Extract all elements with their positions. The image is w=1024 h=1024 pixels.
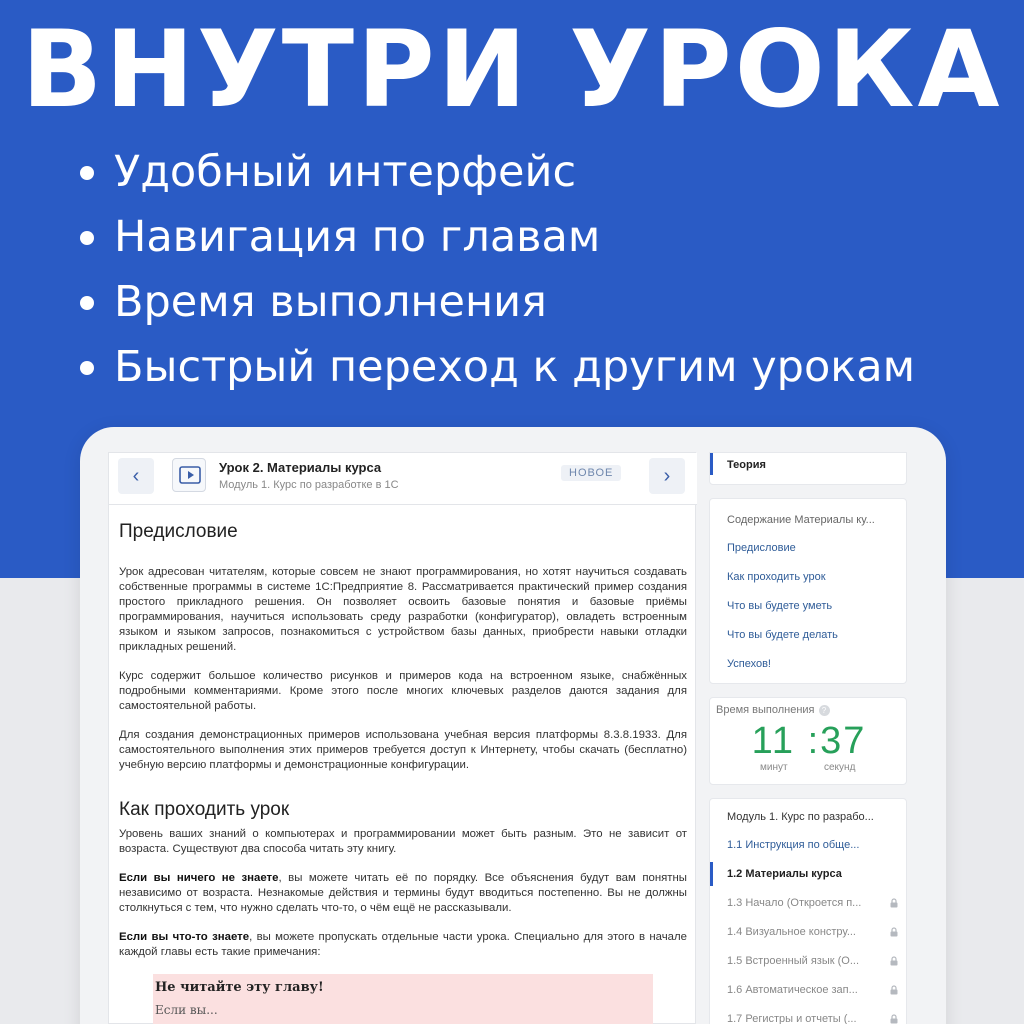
paragraph: Для создания демонстрационных примеров использована учебная версия платформы 8.3.8.1933. Для самостоятельного выполнения этих примеров требуется доступ к Интернету, чтобы скачать (бесплатно) учебную версию платформы и демонстрационные конфигурации.	[119, 729, 687, 771]
module-lesson-item-locked	[727, 897, 899, 909]
current-lesson-indicator	[710, 862, 713, 886]
note-text: Если вы...	[155, 1003, 218, 1017]
bullet-icon	[80, 166, 94, 180]
lesson-item-label: 1.2 Материалы курса	[727, 868, 842, 880]
timer-separator: :	[807, 720, 821, 762]
feature-item	[80, 335, 915, 400]
lock-icon	[889, 927, 899, 937]
module-lessons-list	[709, 798, 907, 1024]
paragraph: Уровень ваших знаний о компьютерах и программировании может быть разным. Это не зависит от возраста. Существуют два способа читать эту книгу.	[119, 828, 687, 855]
feature-label: Быстрый переход к другим урокам	[114, 342, 916, 392]
feature-item	[80, 205, 915, 270]
timer-minutes: 11	[751, 720, 796, 762]
paragraph	[119, 930, 687, 960]
completion-time-card	[709, 697, 907, 785]
section-heading-preface: Предисловие	[119, 521, 238, 542]
note-callout	[153, 974, 653, 1024]
toc-link[interactable]: Что вы будете делать	[727, 629, 838, 641]
paragraph	[119, 871, 687, 916]
module-heading[interactable]: Модуль 1. Курс по разрабо...	[727, 811, 874, 823]
module-lesson-item-locked	[727, 926, 899, 938]
bullet-icon	[80, 296, 94, 310]
module-lesson-item-current[interactable]	[727, 868, 899, 880]
lesson-main-panel	[108, 452, 696, 1024]
feature-label: Удобный интерфейс	[114, 147, 577, 197]
minutes-label: минут	[760, 762, 788, 773]
toc-link[interactable]: Предисловие	[727, 542, 796, 554]
feature-item	[80, 140, 915, 205]
lesson-item-label: 1.7 Регистры и отчеты (...	[727, 1013, 857, 1024]
paragraph-text: , вы можете читать её по порядку. Все объяснения будут вам понятны независимо от возраста. Незнакомые действия и термины будут вводиться постепенно. Вы не должны столкнуться с тем, что нужно сделать что-то, о чём ещё не рассказывали.	[119, 872, 687, 914]
lock-icon	[889, 985, 899, 995]
bold-lead: Если вы ничего не знаете	[119, 872, 279, 884]
lesson-item-label: 1.6 Автоматическое зап...	[727, 984, 858, 996]
bold-lead: Если вы что-то знаете	[119, 931, 250, 943]
section-heading-how-to: Как проходить урок	[119, 799, 290, 820]
next-lesson-button[interactable]: ›	[649, 458, 685, 494]
paragraph-text: , вы можете пропускать отдельные части урока. Специально для этого в начале каждой главы есть такие примечания:	[119, 931, 687, 958]
table-of-contents	[709, 498, 907, 684]
toc-link[interactable]: Как проходить урок	[727, 571, 826, 583]
lesson-item-label: 1.3 Начало (Откроется п...	[727, 897, 862, 909]
previous-lesson-button[interactable]: ‹	[118, 458, 154, 494]
seconds-label: секунд	[824, 762, 856, 773]
lock-icon	[889, 1014, 899, 1024]
lesson-item-label: 1.5 Встроенный язык (О...	[727, 955, 859, 967]
module-lesson-item-locked	[727, 984, 899, 996]
module-lesson-item-locked	[727, 1013, 899, 1024]
lock-icon	[889, 956, 899, 966]
module-lesson-item[interactable]	[727, 839, 899, 851]
bullet-icon	[80, 361, 94, 375]
feature-label: Навигация по главам	[114, 212, 601, 262]
lesson-item-label: 1.1 Инструкция по обще...	[727, 839, 860, 851]
toc-link[interactable]: Что вы будете уметь	[727, 600, 833, 612]
theory-tab[interactable]	[709, 452, 907, 485]
time-label	[716, 704, 830, 716]
lesson-module-subtitle: Модуль 1. Курс по разработке в 1С	[219, 479, 399, 491]
lesson-item-label: 1.4 Визуальное констру...	[727, 926, 856, 938]
active-indicator	[710, 453, 713, 475]
toc-heading: Содержание Материалы ку...	[727, 514, 875, 526]
timer-seconds: 37	[820, 720, 867, 762]
new-badge: НОВОЕ	[561, 465, 621, 481]
feature-item	[80, 270, 915, 335]
module-lesson-item-locked	[727, 955, 899, 967]
page-headline: ВНУТРИ УРОКА	[21, 8, 1003, 131]
video-play-icon[interactable]	[172, 458, 206, 492]
lesson-title: Урок 2. Материалы курса	[219, 460, 382, 475]
info-icon[interactable]: ?	[819, 705, 830, 716]
lesson-content	[119, 505, 687, 1024]
feature-label: Время выполнения	[114, 277, 547, 327]
bullet-icon	[80, 231, 94, 245]
timer-display	[710, 720, 908, 763]
paragraph: Урок адресован читателям, которые совсем не знают программирования, но хотят научиться создавать собственные программы в системе 1С:Предприятие 8. Рассматривается практический пример создания простого прикладного решения. Он позволяет освоить базовые понятия и базовые приёмы программирования, научиться использовать среду разработки (конфигуратор), овладеть встроенным языком и языком запросов, познакомиться с устройством базы данных, приобрести навыки отладки прикладных решений.	[119, 566, 687, 653]
feature-list	[80, 140, 915, 400]
lesson-screen	[108, 452, 916, 1024]
lock-icon	[889, 898, 899, 908]
theory-tab-label: Теория	[727, 459, 766, 471]
paragraph: Курс содержит большое количество рисунков и примеров кода на встроенном языке, снабжённых подробными комментариями. Кроме этого после многих ключевых разделов даются задания для самостоятельной работы.	[119, 670, 687, 712]
toc-link[interactable]: Успехов!	[727, 658, 771, 670]
note-title: Не читайте эту главу!	[155, 980, 324, 995]
lesson-header	[109, 453, 697, 505]
time-label-text: Время выполнения	[716, 704, 815, 716]
